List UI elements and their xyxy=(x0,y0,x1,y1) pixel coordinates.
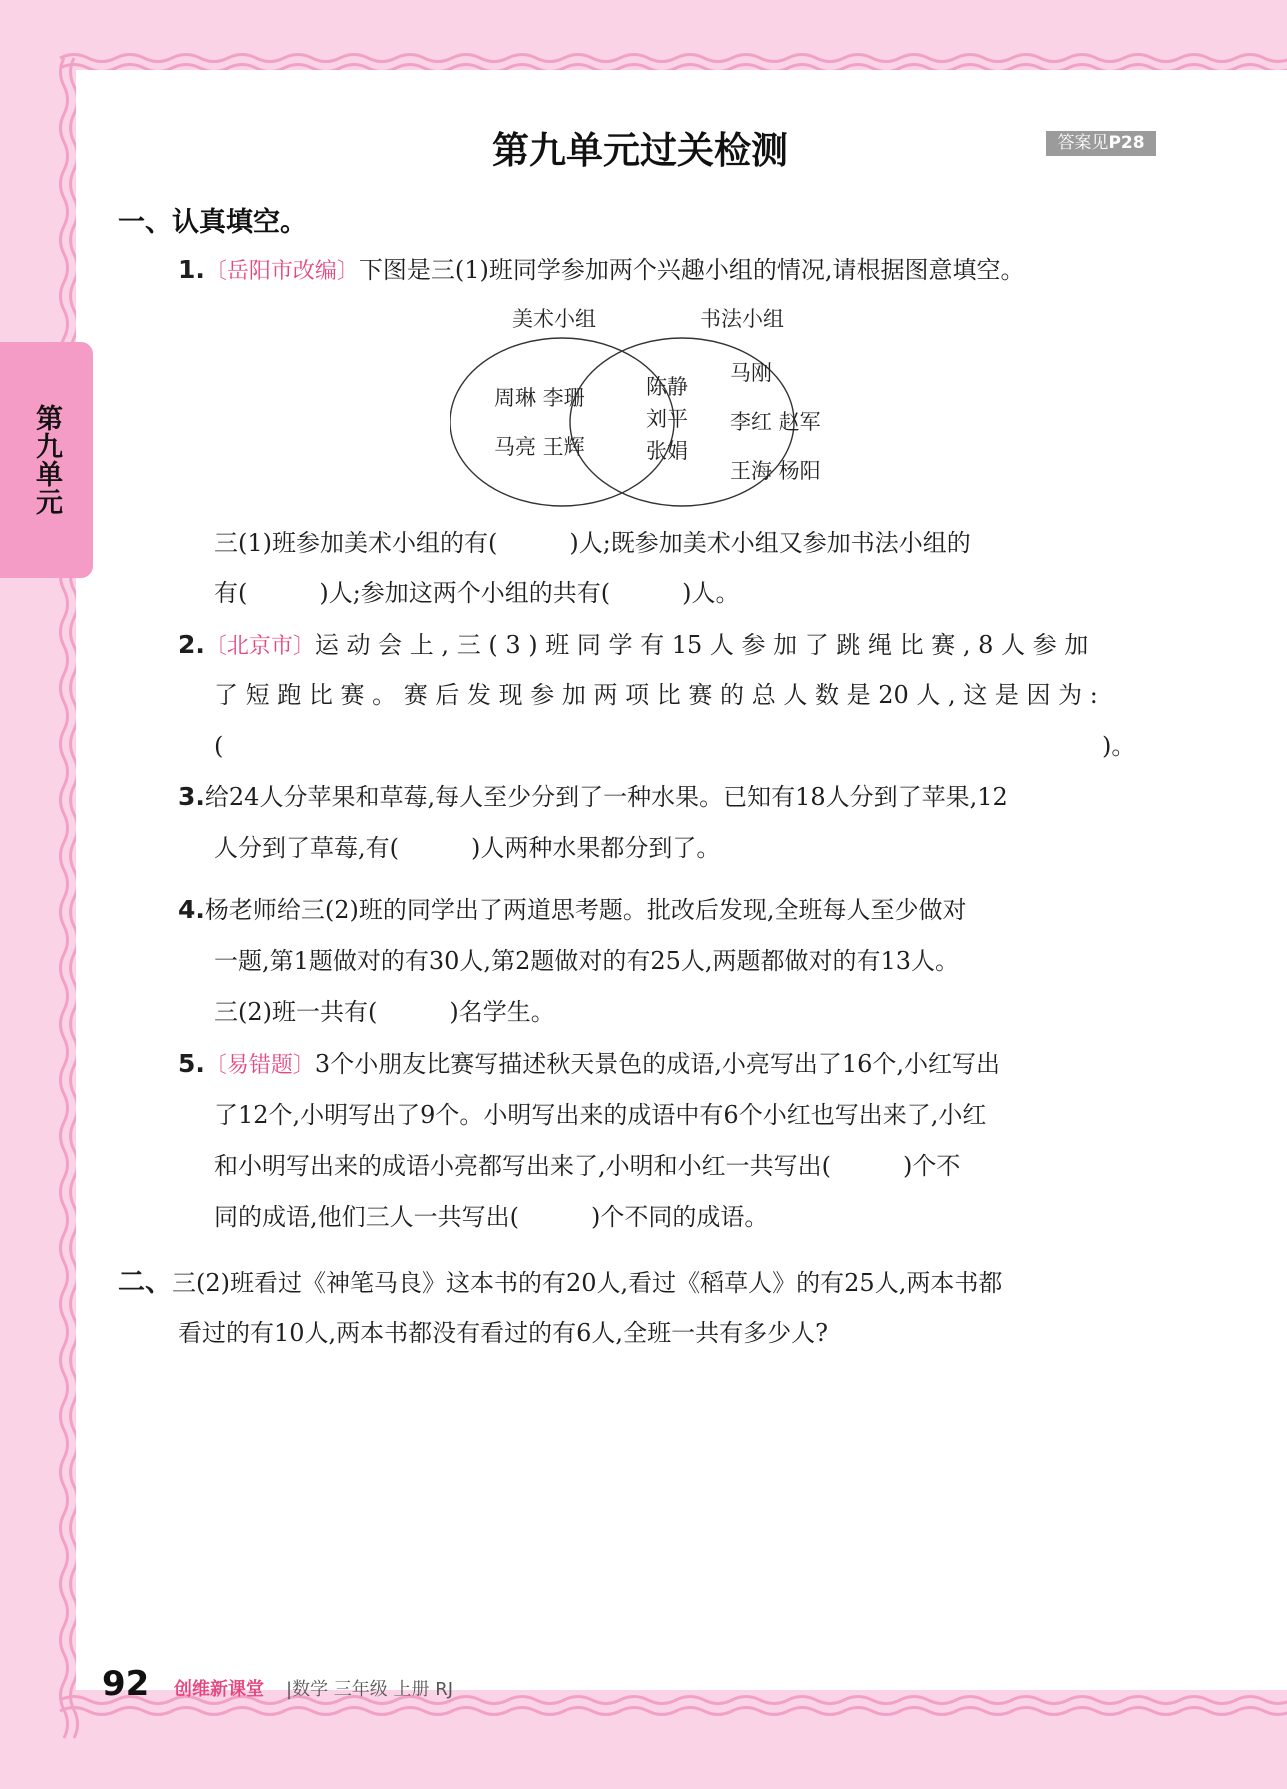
question-3 xyxy=(178,782,1008,812)
q2-line-2: 了 短 跑 比 赛 。 赛 后 发 现 参 加 两 项 比 赛 的 总 人 数 是 20 人 , 这 是 因 为 : xyxy=(214,681,1098,709)
section-two-number: 二、 xyxy=(118,1267,172,1298)
question-text: 运 动 会 上 , 三 ( 3 ) 班 同 学 有 15 人 参 加 了 跳 绳 比 赛 , 8 人 参 加 xyxy=(314,631,1089,659)
q5-line-2: 了12个,小明写出了9个。小明写出来的成语中有6个小红也写出来了,小红 xyxy=(214,1101,987,1129)
answer-prefix: 答案见 xyxy=(1057,133,1109,153)
side-tab-label: 第九单元 xyxy=(31,404,62,516)
venn-both-2: 刘平 xyxy=(646,407,688,431)
question-number: 1. xyxy=(178,255,205,284)
footer-brand: 创维新课堂 xyxy=(174,1679,264,1700)
answer-page: P28 xyxy=(1108,133,1145,153)
question-text: 下图是三(1)班同学参加两个兴趣小组的情况,请根据图意填空。 xyxy=(358,256,1025,284)
source-tag: 〔易错题〕 xyxy=(204,1053,315,1078)
question-text: 3个小朋友比赛写描述秋天景色的成语,小亮写出了16个,小红写出 xyxy=(314,1050,1000,1078)
question-2 xyxy=(178,630,1088,662)
question-number: 5. xyxy=(178,1049,205,1078)
venn-right-only-1: 马刚 xyxy=(730,361,772,385)
q4-line-3: 三(2)班一共有( )名学生。 xyxy=(214,998,555,1026)
q5-line-4: 同的成语,他们三人一共写出( )个不同的成语。 xyxy=(214,1203,769,1231)
venn-left-label: 美术小组 xyxy=(512,307,596,331)
venn-right-only-2: 李红 赵军 xyxy=(730,410,821,434)
venn-both-1: 陈静 xyxy=(646,375,688,399)
venn-both-3: 张娟 xyxy=(646,439,688,463)
question-5 xyxy=(178,1049,1000,1081)
answer-reference-badge xyxy=(1046,131,1156,156)
side-chapter-tab xyxy=(0,342,93,578)
q1-fill-line-1: 三(1)班参加美术小组的有( )人;既参加美术小组又参加书法小组的 xyxy=(214,529,971,557)
venn-left-only-2: 马亮 王辉 xyxy=(494,435,585,459)
footer-book-text: 数学 三年级 上册 RJ xyxy=(292,1679,454,1700)
question-number: 4. xyxy=(178,895,205,924)
footer-separator: | xyxy=(286,1679,293,1700)
source-tag: 〔北京市〕 xyxy=(204,634,315,659)
venn-right-label: 书法小组 xyxy=(700,307,784,331)
venn-left-circle xyxy=(450,338,674,506)
source-tag: 〔岳阳市改编〕 xyxy=(204,259,359,284)
question-number: 2. xyxy=(178,630,205,659)
section-one-title: 一、认真填空。 xyxy=(118,207,307,238)
q4-line-2: 一题,第1题做对的有30人,第2题做对的有25人,两题都做对的有13人。 xyxy=(214,947,960,975)
footer-book-info xyxy=(286,1675,453,1701)
venn-left-only-1: 周琳 李珊 xyxy=(494,386,585,410)
question-text: 给24人分苹果和草莓,每人至少分到了一种水果。已知有18人分到了苹果,12 xyxy=(204,783,1008,811)
page-number: 92 xyxy=(102,1664,150,1704)
venn-diagram xyxy=(450,300,890,510)
q3-line-2: 人分到了草莓,有( )人两种水果都分到了。 xyxy=(214,834,721,862)
venn-right-only-3: 王海 杨阳 xyxy=(730,459,821,483)
section-two-text: 三(2)班看过《神笔马良》这本书的有20人,看过《稻草人》的有25人,两本书都 xyxy=(172,1269,1003,1297)
question-text: 杨老师给三(2)班的同学出了两道思考题。批改后发现,全班每人至少做对 xyxy=(204,896,967,924)
question-4 xyxy=(178,895,967,925)
question-1 xyxy=(178,255,1025,287)
q1-fill-line-2: 有( )人;参加这两个小组的共有( )人。 xyxy=(214,579,740,607)
q5-line-3: 和小明写出来的成语小亮都写出来了,小明和小红一共写出( )个不 xyxy=(214,1152,961,1180)
q2-open-paren: ( xyxy=(214,732,224,760)
section-two-line-2: 看过的有10人,两本书都没有看过的有6人,全班一共有多少人? xyxy=(178,1319,828,1347)
section-two xyxy=(118,1268,1002,1298)
page-title: 第九单元过关检测 xyxy=(492,129,788,172)
q2-close-paren: )。 xyxy=(1102,732,1136,760)
question-number: 3. xyxy=(178,782,205,811)
